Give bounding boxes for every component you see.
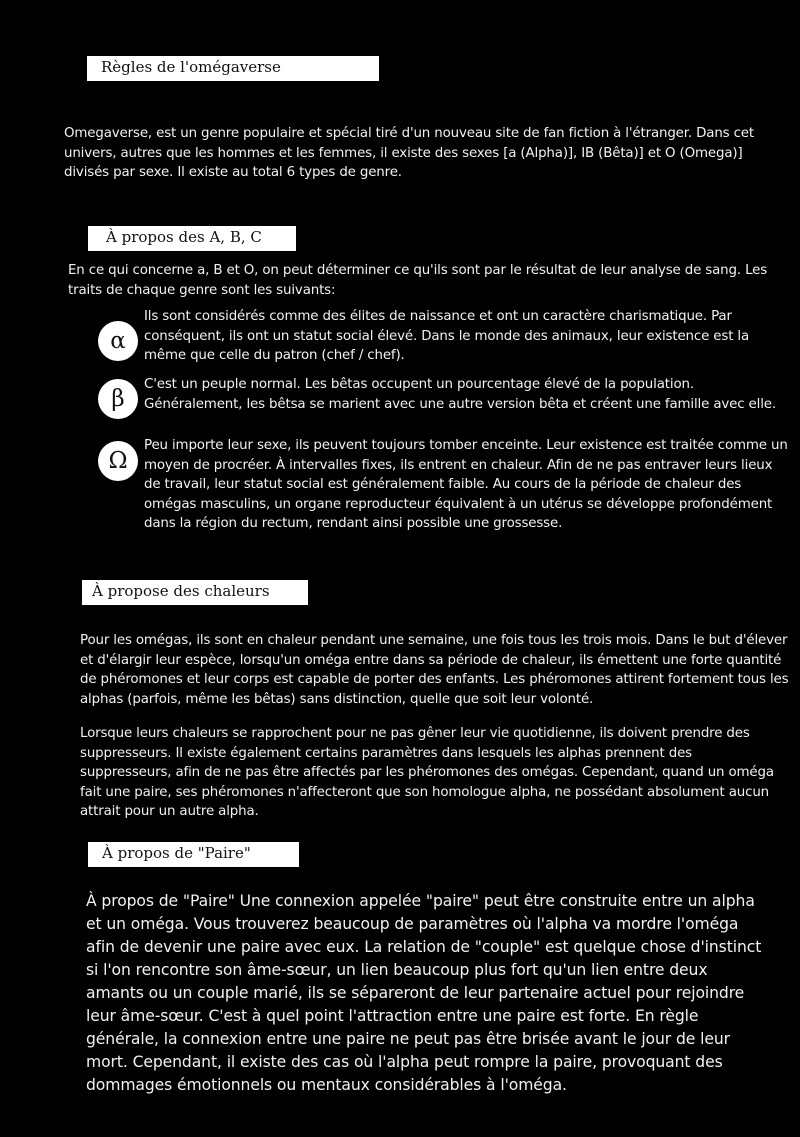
alpha-icon: α bbox=[98, 321, 138, 361]
trait-beta-text: C'est un peuple normal. Les bêtas occupent un pourcentage élevé de la population. Généralement, les bêtsa se marient avec une autre version bêta et créent une famille avec elle. bbox=[144, 377, 776, 412]
trait-alpha-text: Ils sont considérés comme des élites de naissance et ont un caractère charismatique. Par conséquent, ils ont un statut social élevé. Dans le monde des animaux, leur existence est la même que celle du patron (chef / chef). bbox=[144, 309, 750, 363]
rules-paragraph: Omegaverse, est un genre populaire et spécial tiré d'un nouveau site de fan fiction à l'étranger. Dans cet univers, autres que les hommes et les femmes, il existe des sexes [a (Alpha)], IB (Bêta)] et O (Omega)] divisés par sexe. Il existe au total 6 types de genre. bbox=[64, 126, 754, 180]
section-title-rules: Règles de l'omégaverse bbox=[87, 56, 379, 81]
trait-omega bbox=[98, 436, 798, 536]
pair-paragraph: À propos de "Paire" Une connexion appelée "paire" peut être construite entre un alpha et un oméga. Vous trouverez beaucoup de paramètres où l'alpha va mordre l'oméga afin de devenir une paire avec eux. La relation de "couple" est quelque chose d'instinct si l'on rencontre son âme-sœur, un lien beaucoup plus fort qu'un lien entre deux amants ou un couple marié, ils se sépareront de leur partenaire actuel pour rejoindre leur âme-sœur. C'est à quel point l'attraction entre une paire est forte. En règle générale, la connexion entre une paire ne peut pas être brisée avant le jour de leur mort. Cependant, il existe des cas où l'alpha peut rompre la paire, provoquant des dommages émotionnels ou mentaux considérables à l'oméga. bbox=[86, 892, 762, 1094]
section-title-heat: À propose des chaleurs bbox=[82, 580, 308, 605]
trait-beta bbox=[98, 375, 798, 435]
omega-icon: Ω bbox=[98, 441, 138, 481]
heat-paragraph-2: Lorsque leurs chaleurs se rapprochent pour ne pas gêner leur vie quotidienne, ils doivent prendre des suppresseurs. Il existe également certains paramètres dans lesquels les alphas prennent des suppresseurs, afin de ne pas être affectés par les phéromones des omégas. Cependant, quand un oméga fait une paire, ses phéromones n'affecteront que son homologue alpha, ne possédant absolument aucun attrait pour un autre alpha. bbox=[80, 726, 774, 819]
section-title-pair: À propos de "Paire" bbox=[88, 842, 299, 867]
abc-intro-paragraph: En ce qui concerne a, B et O, on peut déterminer ce qu'ils sont par le résultat de leur analyse de sang. Les traits de chaque genre sont les suivants: bbox=[68, 263, 768, 298]
trait-omega-text: Peu importe leur sexe, ils peuvent toujours tomber enceinte. Leur existence est traitée comme un moyen de procréer. À intervalles fixes, ils entrent en chaleur. Afin de ne pas entraver leurs lieux de travail, leur statut social est généralement faible. Au cours de la période de chaleur des omégas masculins, un organe reproducteur équivalent à un utérus se développe profondément dans la région du rectum, rendant ainsi possible une grossesse. bbox=[144, 438, 788, 531]
trait-alpha bbox=[98, 307, 798, 369]
beta-icon: β bbox=[98, 379, 138, 419]
heat-paragraph-1: Pour les omégas, ils sont en chaleur pendant une semaine, une fois tous les trois mois. Dans le but d'élever et d'élargir leur espèce, lorsqu'un oméga entre dans sa période de chaleur, ils émettent une forte quantité de phéromones et leur corps est capable de porter des enfants. Les phéromones attirent fortement tous les alphas (parfois, même les bêtas) sans distinction, quelle que soit leur volonté. bbox=[80, 633, 789, 707]
section-title-abc: À propos des A, B, C bbox=[88, 226, 296, 251]
